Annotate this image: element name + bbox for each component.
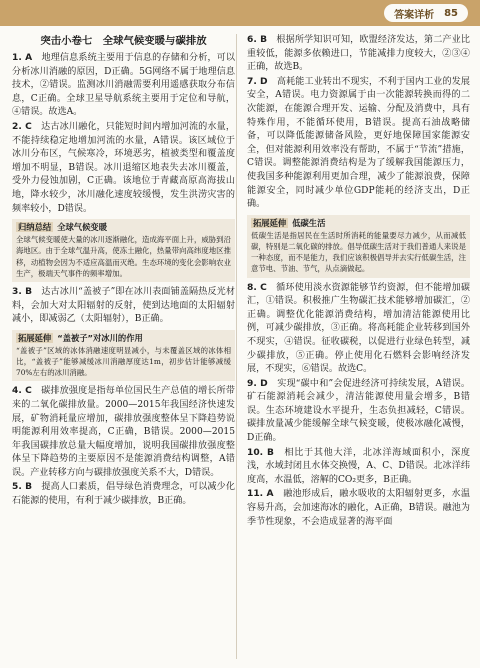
question-number: 7. D [247, 76, 268, 87]
answer-paragraph: 1. A 地理信息系统主要用于信息的存储和分析，可以分析冰川消融的原因，D正确。5G网络不属于地理信息技术，②错误。监测冰川消融需要利用遥感获取分布信息，C正确。全球卫星导航系统主要用于定位和导航，④错误。故选A。 [12, 53, 235, 118]
question-number: 5. B [12, 482, 33, 493]
summary-box-head: 归纳总结 全球气候变暖 [18, 222, 107, 233]
question-number: 4. C [12, 386, 32, 397]
question-number: 9. D [247, 378, 268, 389]
answer-group [247, 34, 470, 212]
extension-box-head: 拓展延伸 “盖被子”对冰川的作用 [18, 332, 143, 343]
box-tag: 归纳总结 [18, 222, 52, 233]
question-number: 10. B [247, 447, 274, 458]
answer-group [12, 52, 235, 216]
question-number: 11. A [247, 489, 274, 500]
question-number: 1. A [12, 53, 33, 63]
summary-box [12, 219, 235, 282]
answer-paragraph: 4. C 碳排放强度是指每单位国民生产总值的增长所带来的二氧化碳排放量。2000—2015年我国经济快速发展，矿物消耗量应增加，碳排放强度整体呈下降趋势说明能源利用效率提高，C正确，B错误。2000—2015年我国碳排放总量大幅度增加，说明我国碳排放强度整体呈下降趋势的主要原因不是能源消费结构调整，A错误。产业转移方向与碳排放强度关系不大，D错误。 [12, 386, 235, 478]
section-label: 答案详析 [394, 9, 435, 21]
answer-paragraph: 2. C 达古冰川融化，只能短时间内增加河流的水量，不能持续稳定地增加河流的水量，A错误。该区域位于冰川分布区，气候寒冷，环境恶劣，植被类型和覆盖度增加不明显，B错误。冰川退缩区地表失去冰川覆盖，受外力侵蚀加剧，C正确。该地位于青藏高原高海拔山地，降水较少，冰川融化速度较缓慢，发生洪涝灾害的频率较小，D错误。 [12, 121, 235, 214]
page-number: 85 [444, 7, 458, 19]
page-header-badge [384, 4, 468, 22]
box-tag: 拓展延伸 [253, 217, 287, 228]
page-header-band [0, 0, 480, 26]
answer-paragraph: 11. A 融池形成后，融水吸收的太阳辐射更多，水温容易升高，会加速海冰的融化，A正确，B错误。融池为季节性现象，不会造成显著的海平面 [247, 489, 470, 527]
box-tag: 拓展延伸 [18, 332, 52, 343]
summary-box-text: 全球气候变暖使大量的冰川逐渐融化，造成海平面上升，威胁到沿海地区。由于全球气温升高，使冻土融化，热量带向高纬度地区推移，动植物会因为不适应高温而灭绝。生态环境的变化会影响农业生产，极端天气事件的频率增加。 [16, 235, 231, 278]
answer-paragraph: 5. B 提高人口素质，倡导绿色消费理念，可以减少化石能源的使用，有利于减少碳排放，B正确。 [12, 482, 235, 507]
extension-box [247, 215, 470, 278]
answer-group [12, 385, 235, 508]
answer-paragraph: 7. D 高耗能工业转出不现实，不利于国内工业的发展安全，A错误。电力资源属于由一次能源转换而得的二次能源，在能源合理开发、运输、分配及消费中，具有特殊作用，不能循环使用，B错误。提高石油战略储备，可以降低能源储备风险，更好地保障国家能源安全，但对能源利用效率没有帮助，不属于“节流”措施，C错误。调整能源消费结构是为了缓解我国能源压力，使我国多种能源利用更加合理，减少了能源浪费，保障能源安全，同时减少单位GDP能耗的经济支出，D正确。 [247, 76, 470, 210]
column-divider [236, 34, 237, 659]
question-number: 6. B [247, 35, 268, 45]
extension-box [12, 330, 235, 382]
answer-group [247, 282, 470, 530]
extension-box-text: “盖被子”区域的冰体消融速度明显减小，与未覆盖区域的冰体相比，“盖被子”能够减缓冰川消融厚度达1m，初步估计能够减缓70%左右的冰川消融。 [16, 345, 231, 378]
answer-paragraph: 9. D 实现“碳中和”会促进经济可持续发展，A错误。矿石能源消耗会减少，清洁能源使用量会增多，B错误。生态环境建设水平提升，生态负担减轻，C错误。碳排放量减少能缓解全球气候变暖，使极冰融化减慢，D正确。 [247, 378, 470, 444]
extension-box-text: 低碳生活是指居民在生活时所消耗的能量要尽力减少，从而减低碳，特别是二氧化碳的排放。倡导低碳生活对于我们普通人来说是一种态度，而不是能力，我们应该积极倡导并去实行低碳生活，注意节电、节油、节气，从点滴做起。 [251, 230, 466, 274]
answer-group [12, 286, 235, 327]
answer-paragraph: 6. B 根据所学知识可知，欧盟经济发达，第二产业比重较低，能源多依赖进口，节能减排力度较大，②③④正确，故选B。 [247, 35, 470, 73]
right-column [247, 34, 470, 530]
left-column [12, 34, 235, 510]
question-number: 8. C [247, 282, 267, 293]
page-title: 突击小卷七 全球气候变暖与碳排放 [40, 35, 207, 47]
question-number: 2. C [12, 121, 32, 132]
answer-paragraph: 8. C 循环使用淡水资源能够节约资源，但不能增加碳汇，①错误。积极推广生物碳汇技术能够增加碳汇，②正确。调整优化能源消费结构，增加清洁能源使用比例，可减少碳排放，③正确。将高耗能企业转移到国外不现实，④错误。征收碳税，以促进行业绿色转型，减少碳排放，⑤正确。停止使用化石燃料会影响经济发展，不现实，⑥错误。故选C。 [247, 282, 470, 375]
question-number: 3. B [12, 286, 32, 297]
answer-paragraph: 3. B 达古冰川“盖被子”即在冰川表面铺盖隔热反光材料，会加大对太阳辐射的反射，使到达地面的太阳辐射减小，即减弱乙（太阳辐射），B正确。 [12, 286, 235, 325]
extension-box-head: 拓展延伸 低碳生活 [253, 217, 326, 228]
answer-paragraph: 10. B 相比于其他大洋，北冰洋海域面积小，深度浅，水域封闭且水体交换慢，A、C、D错误。北冰洋纬度高，水温低，溶解的CO₂更多，B正确。 [247, 447, 470, 485]
